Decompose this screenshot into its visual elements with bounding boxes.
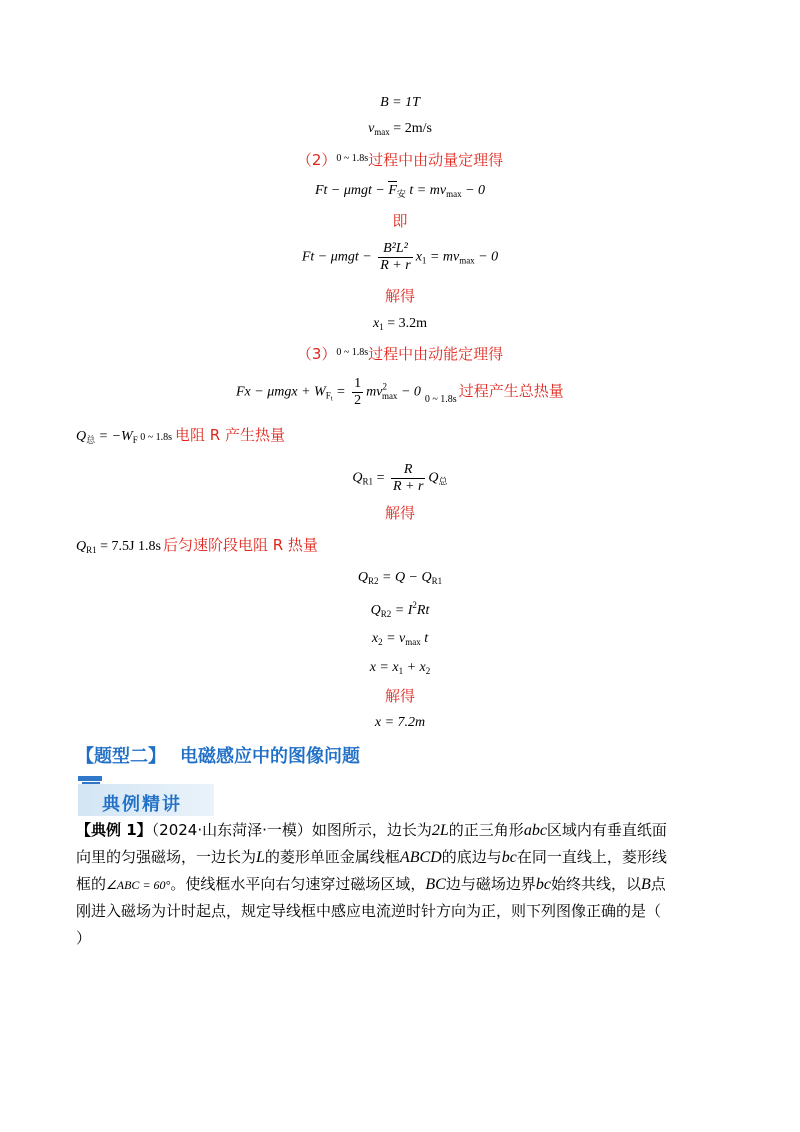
example-line3-g: B (640, 876, 651, 893)
qr1-value-sub: R1 (86, 545, 97, 555)
section-heading (76, 742, 360, 768)
eq-momentum-fsub: 安 (396, 189, 406, 199)
section-title-text: 电磁感应中的图像问题 (180, 746, 360, 767)
step2-range: 0 ~ 1.8s (336, 153, 369, 164)
eq-qr1-rhs: Q (428, 470, 439, 486)
step3-label: （3） (296, 345, 337, 363)
example-line3-b: 。使线框水平向右匀速穿过磁场区域， (170, 875, 426, 893)
eq-energy-eq: = (332, 384, 350, 400)
example-line1-a: （2024·山东菏泽·一模）如图所示，边长为 (151, 821, 432, 839)
q-total-range: 0 ~ 1.8s (137, 432, 173, 443)
qr1-range: 1.8s (134, 539, 161, 554)
eq-x-final-text: x = 7.2m (374, 715, 426, 730)
eq-qr2b-rhs: = I (391, 603, 413, 618)
eq-energy-part1: Fx − μmgx + W (236, 384, 326, 400)
step3-heading (0, 347, 800, 362)
eq-energy-denominator: 2 (354, 393, 362, 408)
eq-x2-rhs-sub: max (405, 637, 421, 647)
eq-energy-part4: − 0 (397, 384, 421, 400)
step3-text: 过程中由动能定理得 (368, 345, 504, 363)
eq-qr2b-sub: R2 (380, 609, 392, 619)
example-line-2 (76, 844, 736, 871)
example-line2-a: 向里的匀强磁场，一边长为 (76, 848, 257, 866)
example-banner (78, 776, 214, 816)
eq-qr1-eq: = (373, 470, 388, 486)
equation-full (0, 242, 800, 273)
example-angle: ∠ABC = 60° (106, 878, 171, 892)
example-line5-text: ） (76, 929, 92, 947)
q-total-line (76, 428, 285, 445)
eq-momentum-part2: t = mv (405, 183, 447, 198)
example-line1-e: 区域内有垂直纸面 (546, 821, 667, 839)
eq-full-denominator: R + r (380, 258, 411, 273)
q-total-q: Q (76, 429, 87, 444)
eq-x1-rhs: = 3.2m (383, 316, 427, 331)
eq-x1-lhs: x (372, 316, 380, 331)
example-label: 【典例 1】 (76, 821, 152, 839)
eq-qr2b-lhs: Q (370, 603, 381, 618)
eq-qr2b-rhs2: Rt (416, 603, 430, 618)
example-line2-b: L (256, 849, 265, 866)
example-line1-c: 的正三角形 (448, 821, 524, 839)
eq-qr2a-rhs-sub: R1 (431, 576, 443, 586)
eq-qr1-fraction (391, 463, 425, 494)
jiede-1-label: 解得 (384, 287, 415, 305)
eq-full-part2: x (415, 249, 422, 265)
equation-x-final (0, 716, 800, 730)
example-line1-d: abc (523, 822, 547, 839)
eq-x2-sub: 2 (378, 637, 383, 647)
example-line-3 (76, 871, 736, 899)
eq-full-part3-sub: max (459, 255, 475, 266)
eq-xsum-lhs: x = x (369, 660, 399, 675)
step2-label: （2） (296, 151, 337, 169)
eq-xsum-s1: 1 (398, 666, 404, 676)
eq-energy-sup: 2 (382, 381, 387, 392)
jiede-3 (0, 689, 800, 704)
equation-qr1 (0, 463, 800, 494)
equation-b (0, 96, 800, 110)
eq-qr2a-lhs: Q (357, 570, 368, 585)
eq-x2-rhs2: t (420, 631, 429, 646)
eq-full-part2-sub: 1 (421, 255, 427, 266)
equation-xsum (0, 661, 800, 676)
eq-energy-part3: mv (366, 384, 383, 400)
eq-x2-lhs: x (371, 631, 379, 646)
eq-qr1-lhs: Q (352, 470, 363, 486)
jiede-1 (0, 289, 800, 304)
eq-full-part3: = mv (426, 249, 460, 265)
eq-full-fraction (378, 242, 412, 273)
example-line-1 (76, 817, 736, 844)
example-line3-f: 始终共线，以 (550, 875, 641, 893)
eq-qr2a-rhs: = Q − Q (378, 570, 432, 585)
eq-qr1-denominator: R + r (392, 479, 424, 494)
ji-text (0, 214, 800, 229)
eq-qr2a-sub: R2 (367, 576, 379, 586)
example-line2-f: bc (501, 849, 517, 866)
jiede-3-label: 解得 (384, 687, 415, 705)
example-line3-a: 框的 (76, 875, 107, 893)
step2-text: 过程中由动量定理得 (368, 151, 504, 169)
eq-vmax-lhs: v (368, 121, 375, 136)
example-line1-b: 2L (431, 822, 449, 839)
jiede-2-label: 解得 (384, 504, 415, 522)
eq-xsum-s2: 2 (425, 666, 431, 676)
eq-xsum-mid: + x (403, 660, 426, 675)
eq-energy-fraction (352, 377, 363, 408)
step2-heading (0, 153, 800, 168)
example-line2-e: 的底边与 (441, 848, 502, 866)
qr1-value-line (76, 538, 318, 555)
example-line-5 (76, 925, 736, 952)
q-total-eq: = −W (95, 429, 133, 444)
q-total-text: 电阻 R 产生热量 (175, 426, 285, 444)
example-line2-g: 在同一直线上，菱形线 (516, 848, 667, 866)
eq-x1-sub: 1 (379, 322, 384, 332)
qr1-value-rhs: = 7.5J (96, 539, 135, 554)
eq-momentum-fbar: F (388, 183, 397, 198)
equation-qr2a (0, 571, 800, 586)
eq-momentum-sub: max (446, 189, 462, 199)
eq-momentum-part1: Ft − μmgt − (314, 183, 389, 198)
eq-qr1-sub: R1 (362, 476, 374, 487)
eq-qr2b-sup: 2 (412, 600, 417, 610)
section-bracket-title: 【题型二】 (76, 746, 166, 767)
eq-energy-sub: F (325, 390, 331, 401)
example-line3-e: bc (535, 876, 551, 893)
eq-x2-rhs: = v (382, 631, 406, 646)
eq-qr1-rhs-sub: 总 (438, 476, 448, 487)
example-line4-text: 刚进入磁场为计时起点，规定导线框中感应电流逆时针方向为正，则下列图像正确的是（ (76, 902, 662, 920)
eq-energy-part3-sub: max (381, 390, 398, 401)
eq-momentum-part3: − 0 (461, 183, 486, 198)
example-line3-h: 点 (650, 875, 666, 893)
equation-momentum (0, 184, 800, 199)
equation-vmax (0, 122, 800, 137)
q-total-sub: 总 (86, 435, 96, 445)
example-line-4 (76, 898, 736, 925)
energy-text: 过程产生总热量 (458, 381, 564, 400)
eq-vmax-rhs: = 2m/s (389, 121, 432, 136)
energy-range: 0 ~ 1.8s (424, 393, 457, 405)
eq-full-part4: − 0 (474, 249, 499, 265)
equation-qr2b (0, 601, 800, 619)
equation-x2 (0, 632, 800, 647)
eq-full-numerator: B²L² (378, 242, 412, 258)
banner-label: 典例精讲 (102, 794, 182, 815)
eq-b-text: B = 1T (380, 95, 420, 110)
banner-accent-bar (78, 776, 102, 781)
qr1-value-q: Q (76, 539, 87, 554)
eq-vmax-sub: max (374, 127, 390, 137)
q-total-sub2: F (132, 435, 138, 445)
eq-energy-numerator: 1 (354, 376, 362, 391)
jiede-2 (0, 506, 800, 521)
ji-label: 即 (392, 212, 408, 230)
example-line2-c: 的菱形单匝金属线框 (264, 848, 400, 866)
example-line2-d: ABCD (399, 849, 442, 866)
equation-x1 (0, 317, 800, 332)
example-line3-d: 边与磁场边界 (445, 875, 536, 893)
qr1-text: 后匀速阶段电阻 R 热量 (162, 536, 318, 554)
eq-qr1-numerator: R (391, 463, 425, 479)
step3-range: 0 ~ 1.8s (336, 347, 369, 358)
eq-energy-subsub: t (330, 394, 333, 403)
eq-full-part1: Ft − μmgt − (301, 249, 376, 265)
equation-energy (236, 377, 564, 408)
example-line3-c: BC (425, 876, 446, 893)
